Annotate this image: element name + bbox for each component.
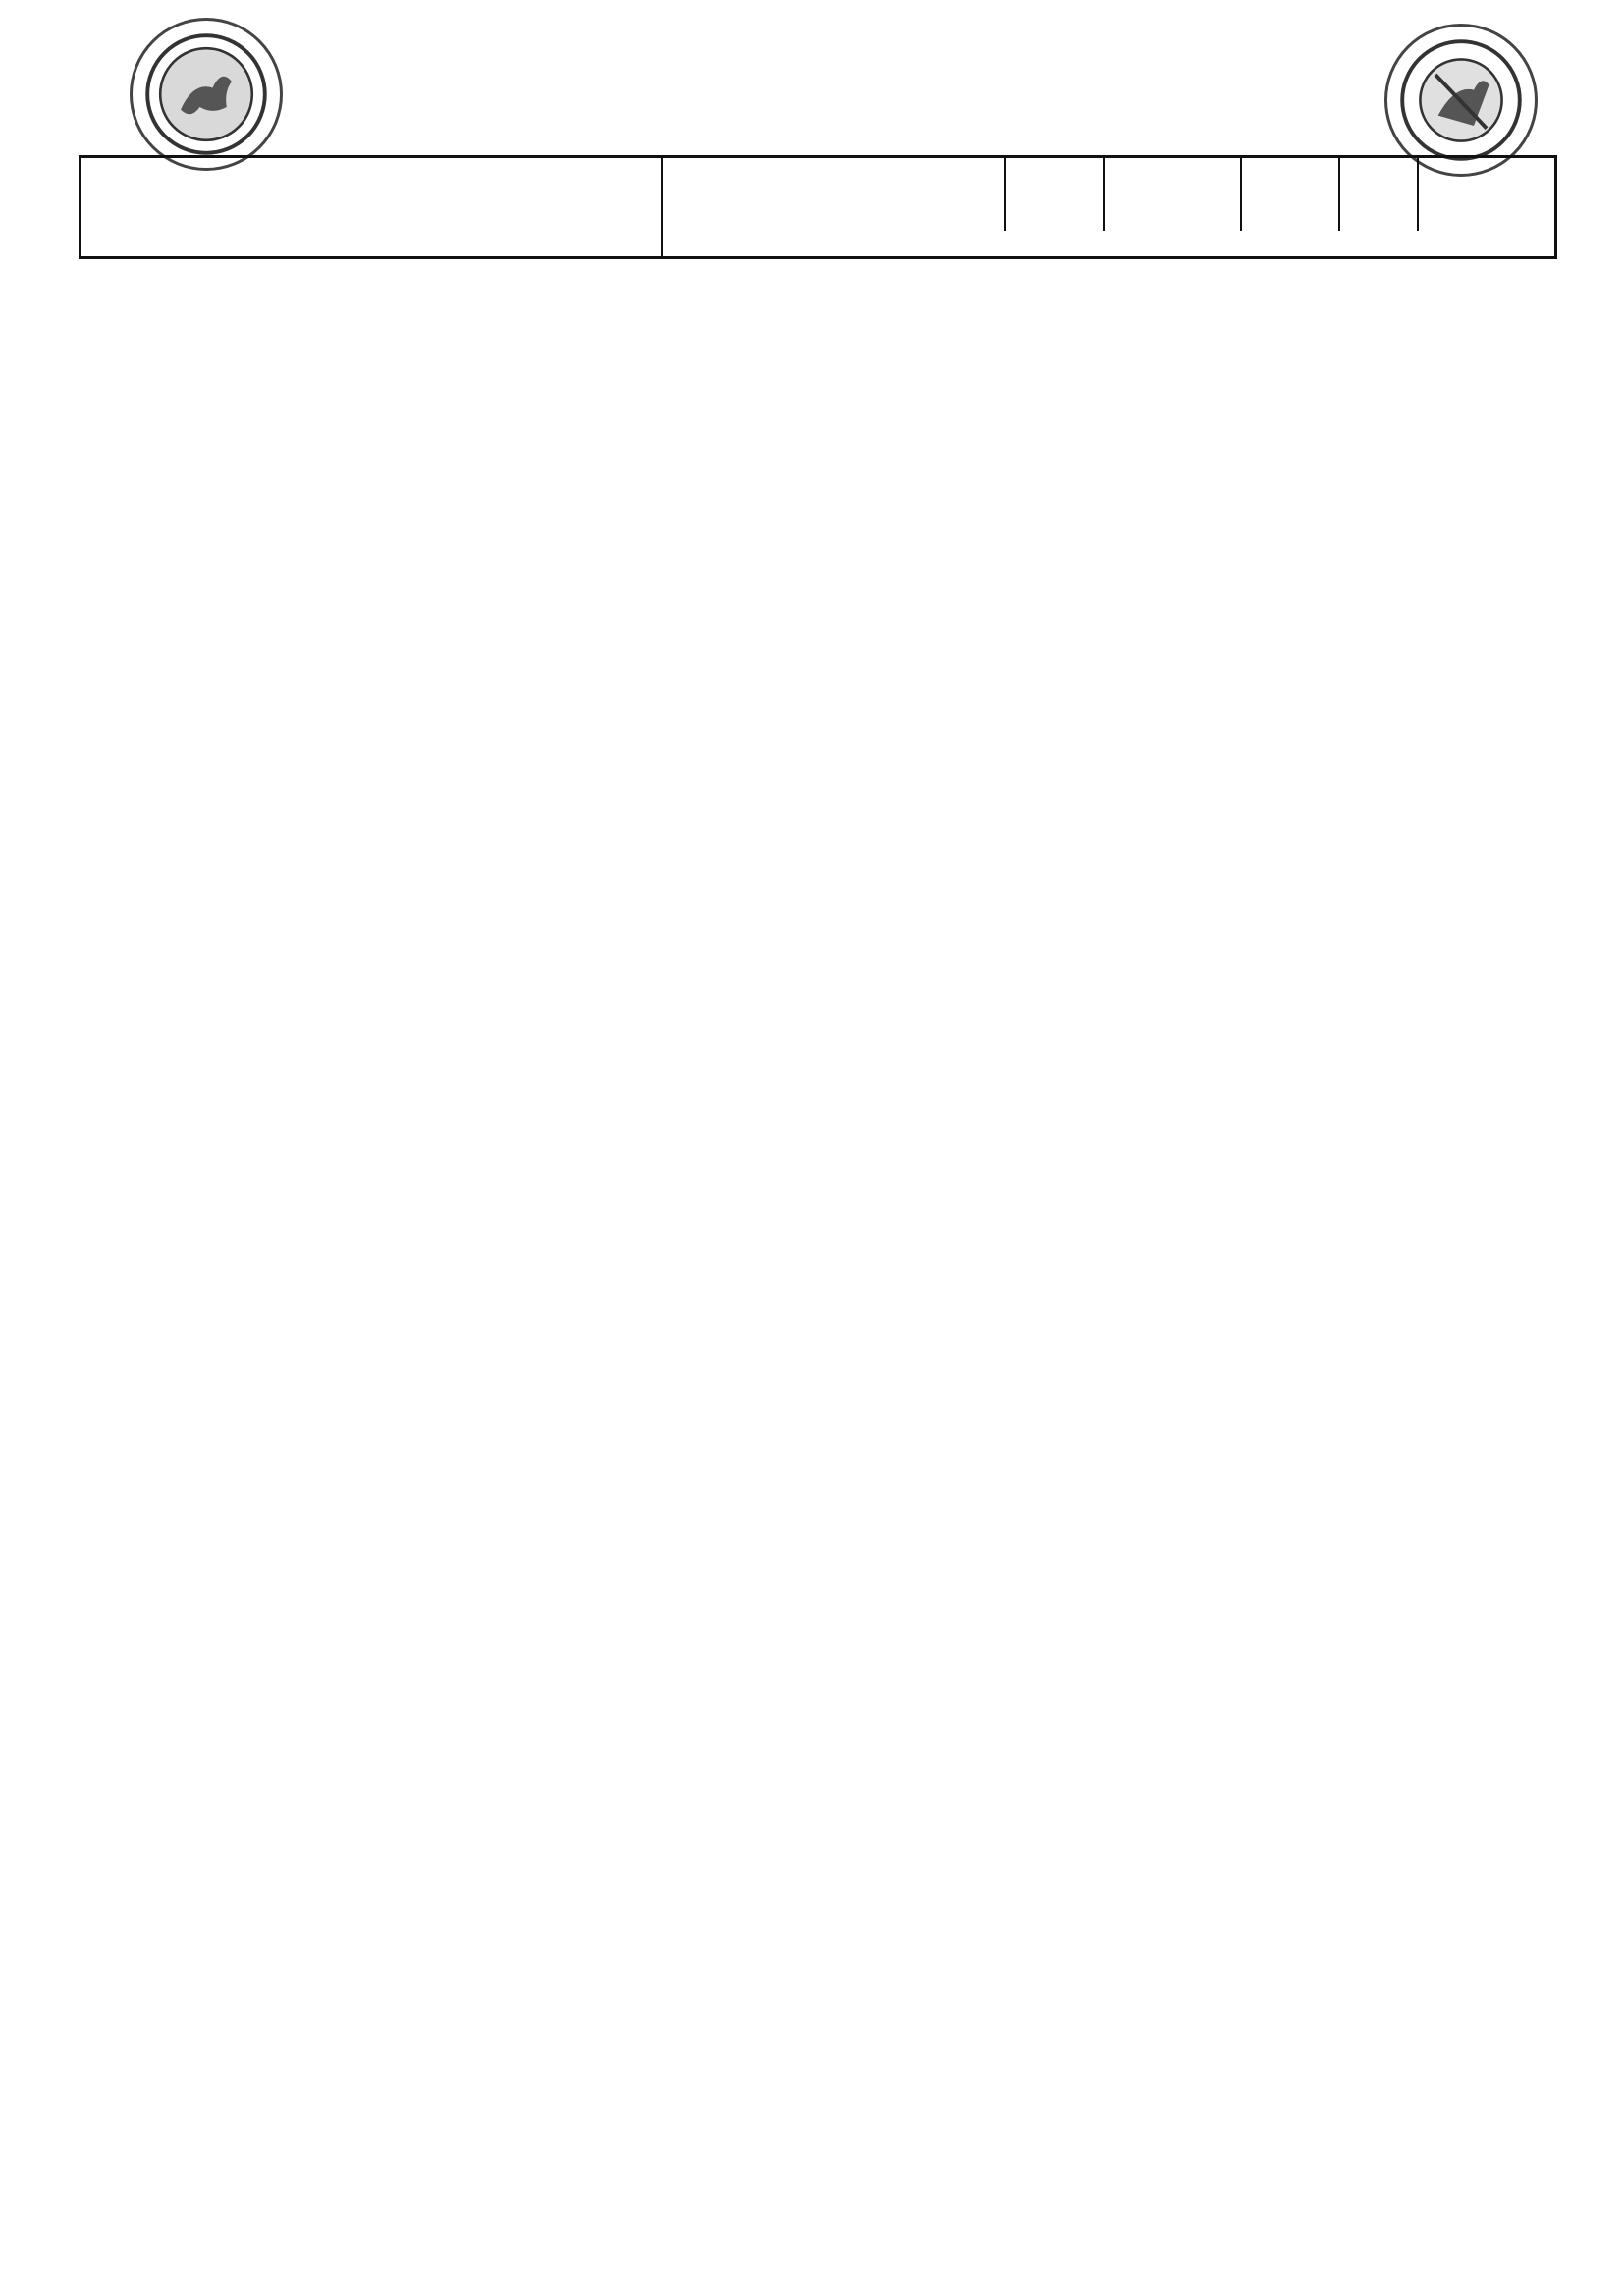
spectators-label-box	[1240, 158, 1340, 231]
tatarstan-emblem	[130, 18, 283, 171]
game-number-box	[1417, 158, 1554, 231]
match-header	[79, 155, 1557, 259]
spectators-box	[1338, 158, 1419, 231]
hockey-federation-emblem	[1384, 24, 1538, 177]
date-box	[1103, 158, 1242, 231]
date-label-box	[1004, 158, 1105, 231]
leopard-emblem-icon	[142, 30, 270, 158]
hockey-emblem-icon	[1397, 36, 1525, 164]
arena-box	[661, 158, 1006, 231]
tournament-box	[81, 158, 663, 256]
referees-section	[53, 1994, 1573, 2151]
